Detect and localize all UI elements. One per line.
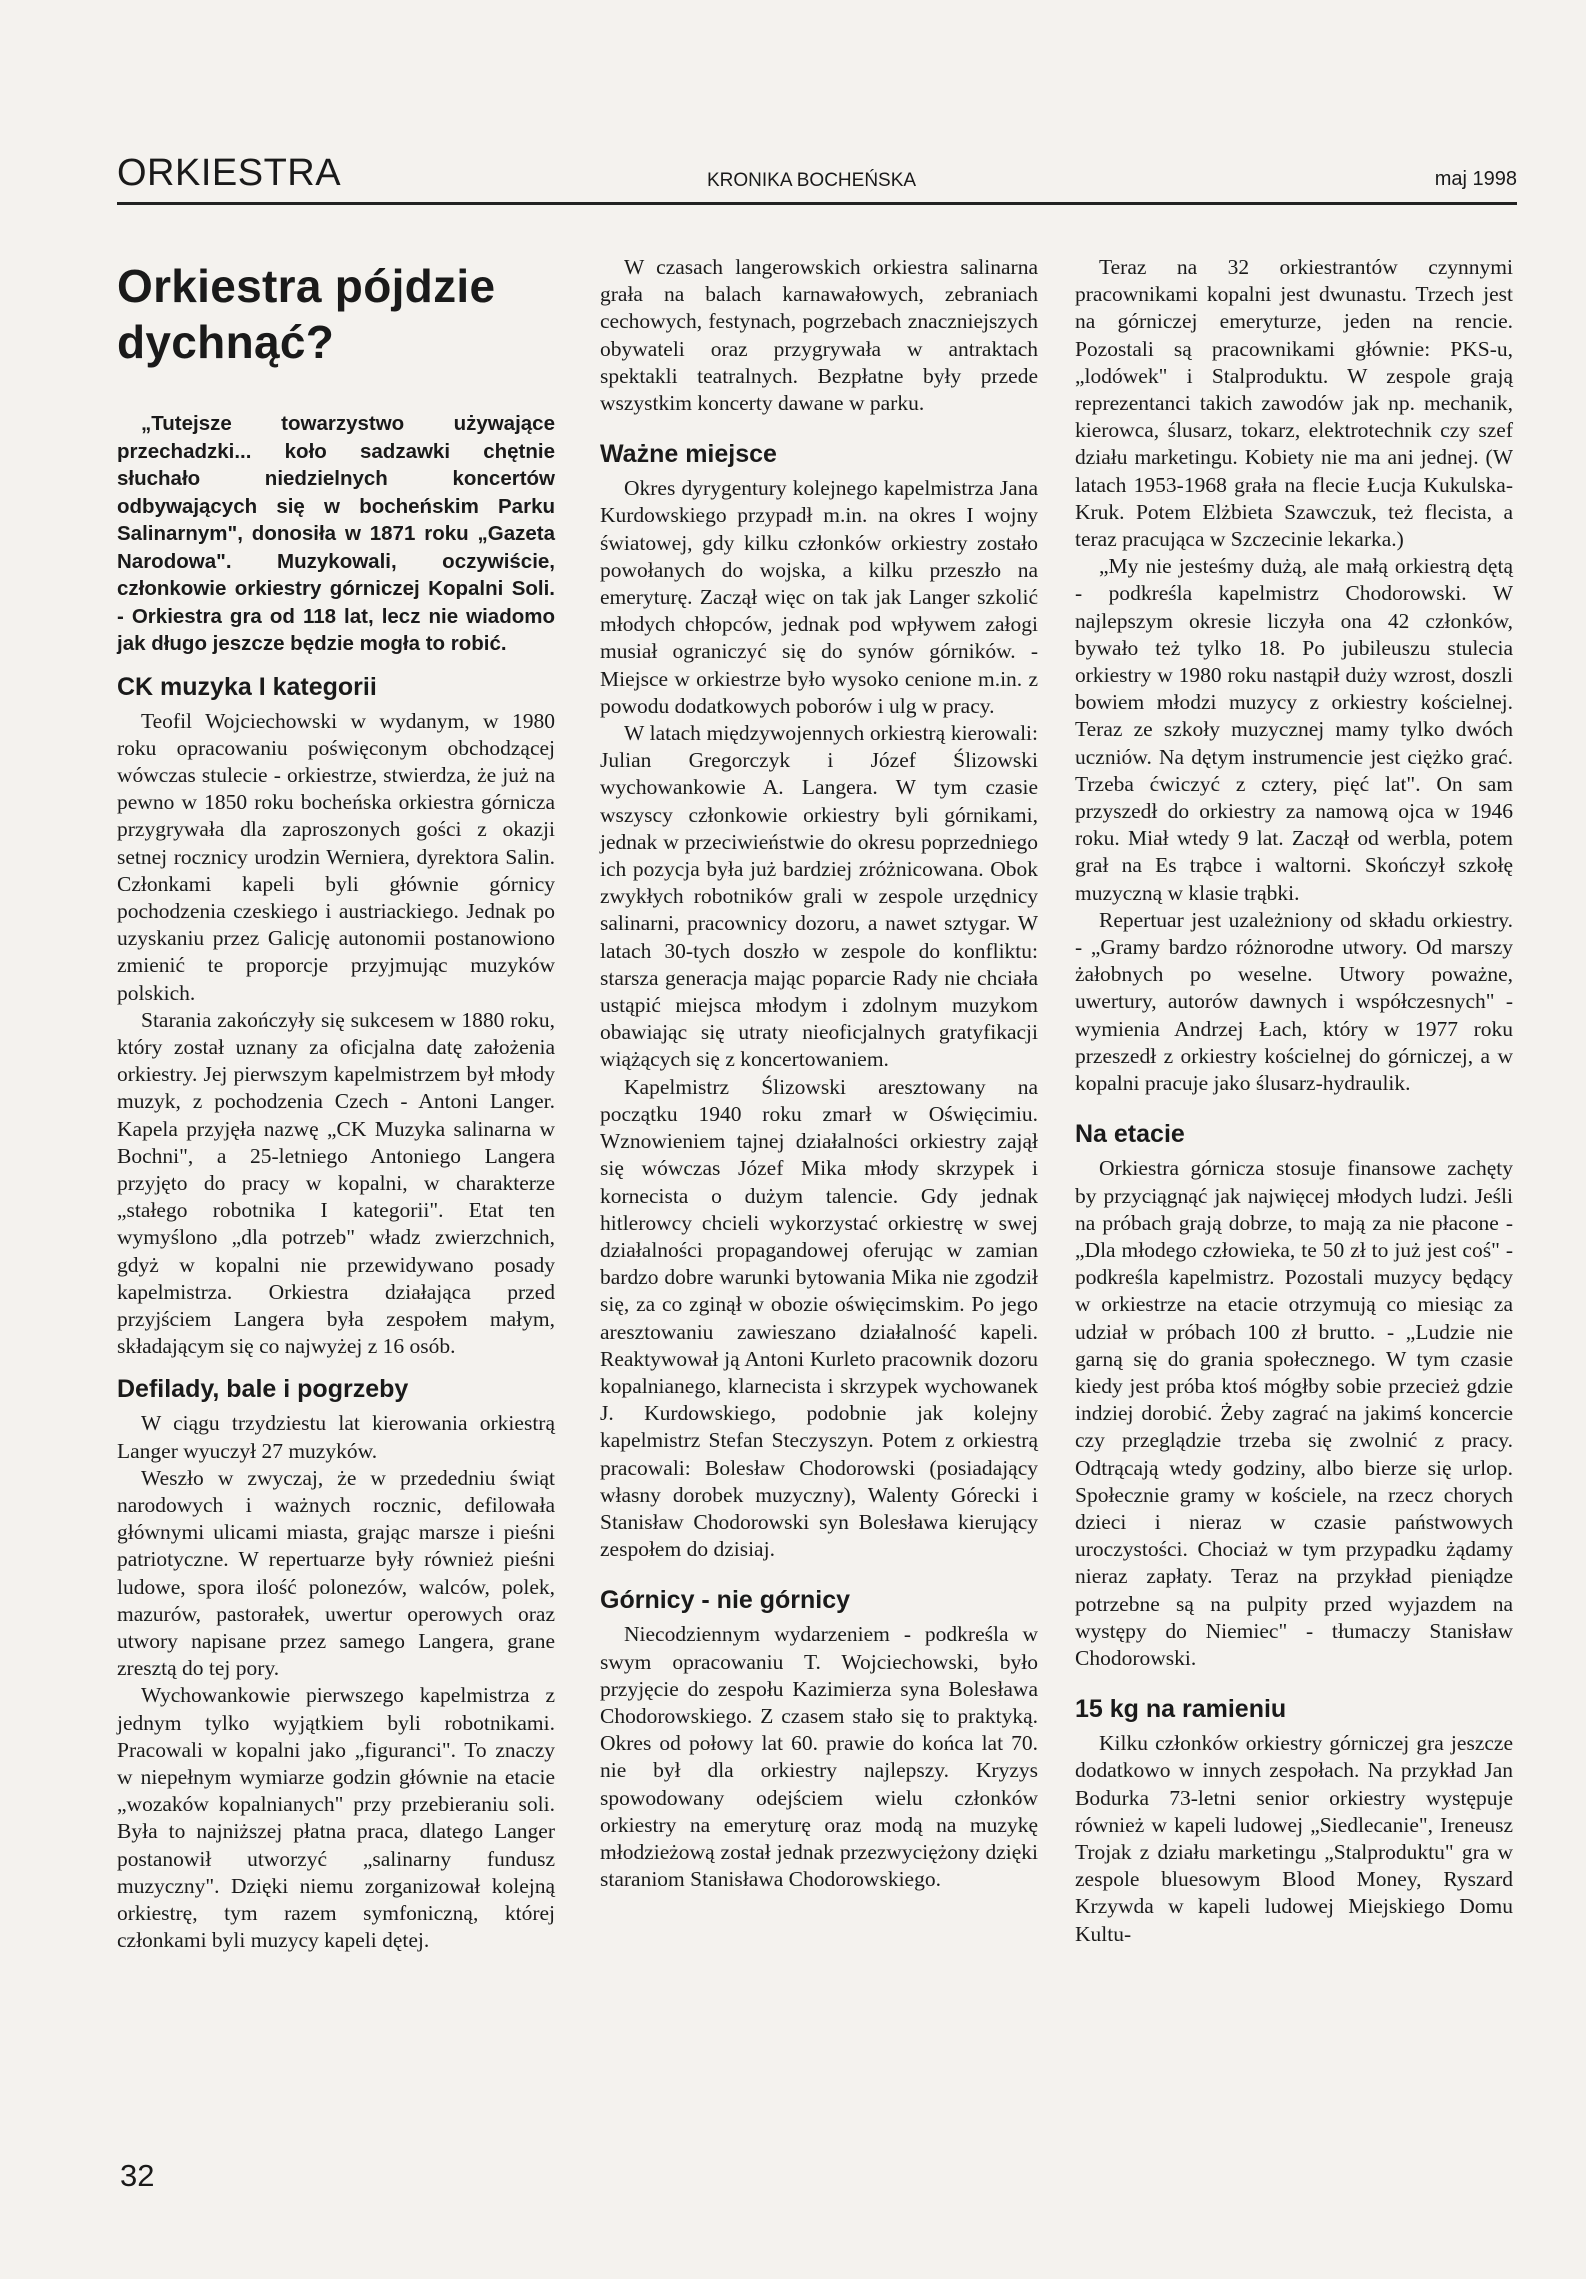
paragraph: Repertuar jest uzależniony od składu orkiestry. - „Gramy bardzo różnorodne utwory. Od marszy żałobnych po weselne. Utwory poważne, uwertury, autorów dawnych i współczesnych" - wymienia Andrzej Łach, który w 1977 roku przeszedł z orkiestry kościelnej do górniczej, a w kopalni pracuje jako ślusarz-hydraulik.: [1075, 907, 1513, 1096]
paragraph: „My nie jesteśmy dużą, ale małą orkiestrą dętą - podkreśla kapelmistrz Chodorowski. W najlepszym okresie liczyła ona 42 członków, bywało też tylko 18. Po jubileuszu stulecia orkiestry w 1980 roku nastąpił duży wzrost, doszli bowiem młodzi muzycy z orkiestry kościelnej. Teraz ze szkoły muzycznej mamy tylko dwóch uczniów. Na dętym instrumencie jest ciężko grać. Trzeba ćwiczyć z cztery, pięć lat". On sam przyszedł do orkiestry za namową ojca w 1946 roku. Miał wtedy 9 lat. Zaczął od werbla, potem grał na Es trąbce i waltorni. Skończył szkołę muzyczną w klasie trąbki.: [1075, 554, 1513, 905]
column-2: [600, 254, 1038, 1893]
subheading: Ważne miejsce: [600, 440, 777, 469]
paragraph: Orkiestra górnicza stosuje finansowe zachęty by przyciągnąć jak najwięcej młodych ludzi. Jeśli na próbach grają dobrze, to mają za nie płacone - „Dla młodego człowieka, te 50 zł to już jest coś" - podkreśla kapelmistrz. Pozostali muzycy będący w orkiestrze na etacie otrzymują co miesiąc za udział w próbach 100 zł brutto. - „Ludzie nie garną się do grania społecznego. W tym czasie kiedy jest próba ktoś mógłby sobie przecież gdzie indziej dorobić. Żeby zagrać na jakimś koncercie czy przeglądzie trzeba się zwolnić z pracy. Odtrącają wtedy godziny, albo bierze się urlop. Społecznie gramy w kościele, na rzecz chorych dzieci i nieraz w czasie państwowych uroczystości. Chociaż w tym przypadku żądamy nieraz zapłaty. Teraz na przykład pieniądze potrzebne są na pulpity przed wyjazdem na występy do Niemiec" - tłumaczy Stanisław Chodorowski.: [1075, 1156, 1513, 1670]
subheading: 15 kg na ramieniu: [1075, 1695, 1287, 1724]
paragraph: Teofil Wojciechowski w wydanym, w 1980 roku opracowaniu poświęconym obchodzącej wówczas stulecie - orkiestrze, stwierdza, że już na pewno w 1850 roku bocheńska orkiestra górnicza przygrywała dla zaproszonych gości z okazji setnej rocznicy urodzin Werniera, dyrektora Salin. Członkami kapeli byli głównie górnicy pochodzenia czeskiego i austriackiego. Jednak po uzyskaniu przez Galicję autonomii postanowiono zmienić te proporcje przyjmując muzyków polskich.: [117, 708, 555, 1005]
paragraph: Niecodziennym wydarzeniem - podkreśla w swym opracowaniu T. Wojciechowski, było przyjęcie do zespołu Kazimierza syna Bolesława Chodorowskiego. Z czasem stało się to praktyką. Okres od połowy lat 60. prawie do końca lat 70. nie był dla orkiestry najlepszy. Kryzys spowodowany odejściem wielu członków orkiestry na emeryturę oraz modą na muzykę młodzieżową został jednak przezwyciężony dzięki staraniom Stanisława Chodorowskiego.: [600, 1622, 1038, 1892]
subheading: Defilady, bale i pogrzeby: [117, 1375, 409, 1404]
issue-date: maj 1998: [1434, 168, 1517, 190]
paragraph: Kilku członków orkiestry górniczej gra jeszcze dodatkowo w innych zespołach. Na przykład Jan Bodurka 73-letni senior orkiestry występuje również w kapeli ludowej „Siedlecanie", Ireneusz Trojak z działu marketingu „Stalproduktu" gra w zespole bluesowym Blood Money, Ryszard Krzywda w kapeli ludowej Miejskiego Domu Kultu-: [1075, 1731, 1513, 1946]
column-1: [117, 258, 555, 1954]
paragraph: Starania zakończyły się sukcesem w 1880 roku, który został uznany za oficjalna datę założenia orkiestry. Jej pierwszym kapelmistrzem był młody muzyk, z pochodzenia Czech - Antoni Langer. Kapela przyjęła nazwę „CK Muzyka salinarna w Bochni", a 25-letniego Antoniego Langera przyjęto do pracy w kopalni, w charakterze „stałego robotnika I kategorii". Etat ten wymyślono „dla potrzeb" władz zwierzchnich, gdyż w kopalni nie przewidywano posady kapelmistrza. Orkiestra działająca przed przyjściem Langera była zespołem małym, składającym się co najwyżej z 16 osób.: [117, 1007, 555, 1359]
paragraph: Kapelmistrz Ślizowski aresztowany na początku 1940 roku zmarł w Oświęcimiu. Wznowieniem tajnej działalności orkiestry zajął się wówczas Józef Mika młody skrzypek i kornecista o dużym talencie. Gdy jednak hitlerowcy chcieli wykorzystać orkiestrę w swej działalności propagandowej oferując w zamian bardzo dobre warunki bytowania Mika nie zgodził się, za co zginął w obozie oświęcimskim. Po jego aresztowaniu zawieszano działalność kapeli. Reaktywował ją Antoni Kurleto pracownik dozoru kopalnianego, klarnecista i skrzypek wychowanek J. Kurdowskiego, podobnie jak kolejny kapelmistrz Stefan Steczyszyn. Potem z orkiestrą pracowali: Bolesław Chodorowski (posiadający własny dorobek muzyczny), Walenty Górecki i Stanisław Chodorowski syn Bolesława kierujący zespołem do dzisiaj.: [600, 1074, 1038, 1562]
paragraph: Okres dyrygentury kolejnego kapelmistrza Jana Kurdowskiego przypadł m.in. na okres I wojny światowej, gdy kilku członków orkiestry zostało powołanych do wojska, a kilku przeszło na emeryturę. Zaczął więc on tak jak Langer szkolić młodych chłopców, jednak pod wpływem załogi musiał ograniczyć się do synów górników. - Miejsce w orkiestrze było wysoko cenione m.in. z powodu dodatkowych poborów i ulg w pracy.: [600, 476, 1038, 718]
paragraph: Weszło w zwyczaj, że w przededniu świąt narodowych i ważnych rocznic, defilowała głównymi ulicami miasta, grając marsze i pieśni patriotyczne. W repertuarze były również pieśni ludowe, spora ilość polonezów, walców, polek, mazurów, pastorałek, uwertur operowych oraz utwory napisane przez samego Langera, grane zresztą do tej pory.: [117, 1465, 555, 1681]
paragraph: W czasach langerowskich orkiestra salinarna grała na balach karnawałowych, zebraniach cechowych, festynach, pogrzebach znaczniejszych obywateli oraz przygrywała w antraktach spektakli teatralnych. Bezpłatne były przede wszystkim koncerty dawane w parku.: [600, 255, 1038, 416]
article-title: Orkiestra pójdzie dychnąć?: [117, 260, 496, 368]
article-lead: „Tutejsze towarzystwo używające przechadzki... koło sadzawki chętnie słuchało niedzielnych koncertów odbywających się w bocheńskim Parku Salinarnym", donosiła w 1871 roku „Gazeta Narodowa". Muzykowali, oczywiście, członkowie orkiestry górniczej Kopalni Soli. - Orkiestra gra od 118 lat, lecz nie wiadomo jak długo jeszcze będzie mogła to robić.: [117, 412, 555, 655]
subheading: Górnicy - nie górnicy: [600, 1586, 851, 1615]
paragraph: Teraz na 32 orkiestrantów czynnymi pracownikami kopalni jest dwunastu. Trzech jest na górniczej emeryturze, jeden na rencie. Pozostali są pracownikami głównie: PKS-u, „lodówek" i Stalproduktu. W zespole grają reprezentanci takich zawodów jak np. mechanik, kierowca, ślusarz, tokarz, elektrotechnik czy szef działu marketingu. Kobiety nie ma ani jednej. (W latach 1953-1968 grała na flecie Łucja Kukulska-Kruk. Potem Elżbieta Szawczuk, też flecista, a teraz pracująca w Szczecinie lekarka.): [1075, 255, 1513, 552]
paragraph: W latach międzywojennych orkiestrą kierowali: Julian Gregorczyk i Józef Ślizowski wychowankowie A. Langera. W tym czasie wszyscy członkowie orkiestry byli górnikami, jednak w przeciwieństwie do okresu poprzedniego ich pozycja była już bardziej zróżnicowana. Obok zwykłych robotników grali w zespole urzędnicy salinarni, pracownicy dozoru, a nawet sztygar. W latach 30-tych doszło w zespole do konfliktu: starsza generacja mając poparcie Rady nie chciała ustąpić miejsca młodym i zdolnym muzykom obawiając się utraty nieoficjalnych gratyfikacji wiążących się z koncertowaniem.: [600, 721, 1038, 1072]
subheading: Na etacie: [1075, 1120, 1185, 1149]
page-number: 32: [120, 2158, 155, 2193]
header-rule: [117, 202, 1517, 205]
paragraph: Wychowankowie pierwszego kapelmistrza z jednym tylko wyjątkiem byli robotnikami. Pracowali w kopalni jako „figuranci". To znaczy w niepełnym wymiarze godzin głównie na etacie „wozaków kopalnianych" przy przebieraniu soli. Była to najniższej płatna praca, dlatego Langer postanowił utworzyć „salinarny fundusz muzyczny". Dzięki niemu zorganizował kolejną orkiestrę, tym razem symfoniczną, której członkami byli muzycy kapeli dętej.: [117, 1683, 555, 1953]
subheading: CK muzyka I kategorii: [117, 672, 377, 701]
column-3: [1075, 254, 1513, 1948]
page-header: [117, 148, 1517, 198]
section-name: ORKIESTRA: [117, 152, 342, 194]
publication-name: KRONIKA BOCHEŃSKA: [707, 170, 917, 191]
paragraph: W ciągu trzydziestu lat kierowania orkiestrą Langer wyuczył 27 muzyków.: [117, 1411, 555, 1463]
